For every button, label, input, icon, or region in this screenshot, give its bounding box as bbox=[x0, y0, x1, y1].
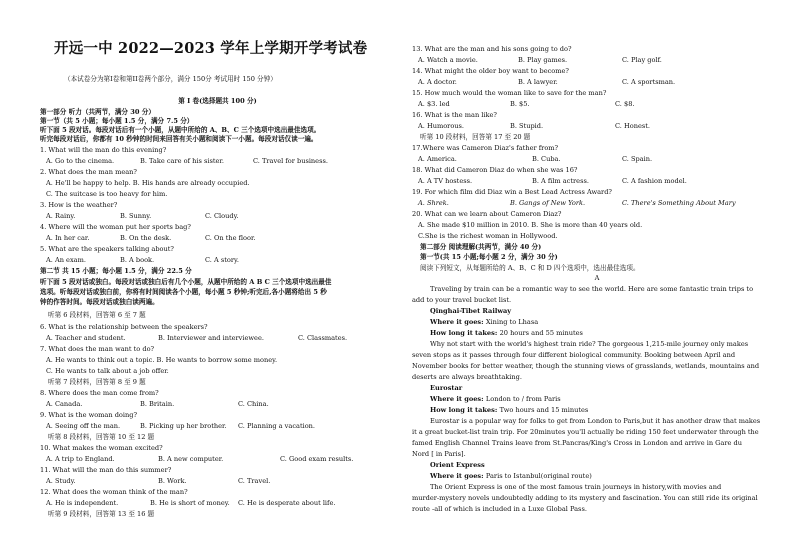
question-7: 7. What does the man want to do? bbox=[40, 345, 155, 353]
question-1: 1. What will the man do this evening? bbox=[40, 146, 167, 154]
option: C. He is desperate about life. bbox=[238, 499, 336, 507]
option: A. He wants to think out a topic. B. He wants to borrow some money. bbox=[46, 356, 278, 364]
part2-heading: 第二部分 阅读理解(共两节，满分 40 分) bbox=[420, 243, 542, 251]
option: A. Rainy. bbox=[46, 212, 76, 220]
option: B. He is short of money. bbox=[150, 499, 230, 507]
option: C. There's Something About Mary bbox=[622, 199, 736, 207]
passage-text: Why not start with the world's highest train ride? The gorgeous 1,215-mile journey only makes bbox=[430, 340, 749, 348]
option: B. Britain. bbox=[140, 400, 175, 408]
option: C. Planning a vacation. bbox=[238, 422, 316, 430]
option: B. Interviewer and interviewee. bbox=[158, 334, 264, 342]
option: C. $8. bbox=[615, 100, 635, 108]
option: A. Humorous. bbox=[418, 122, 465, 130]
question-2: 2. What does the man mean? bbox=[40, 168, 137, 176]
option: A. In her car. bbox=[46, 234, 90, 242]
option: C. Good exam results. bbox=[280, 455, 354, 463]
passage-text: seven stops as it passes through four different biological community. Booking between April and bbox=[412, 351, 736, 359]
route-duration: How long it takes: 20 hours and 55 minutes bbox=[430, 329, 583, 337]
question-5: 5. What are the speakers talking about? bbox=[40, 245, 174, 253]
question-10: 10. What makes the woman excited? bbox=[40, 444, 163, 452]
option: B. Play games. bbox=[518, 56, 568, 64]
route-where: Where it goes: London to / from Paris bbox=[430, 395, 561, 403]
option: A. A trip to England. bbox=[46, 455, 115, 463]
question-15: 15. How much would the woman like to save for the man? bbox=[412, 89, 607, 97]
option: C. Travel. bbox=[238, 477, 271, 485]
passage-text: add to your travel bucket list. bbox=[412, 296, 512, 304]
section1-instruction: 听完每段对话后，你都有 10 秒钟的时间来回答有关小题和阅读下一小题。每段对话仅读一遍。 bbox=[40, 135, 318, 143]
material-note: 听第 8 段材料，回答第 10 至 12 题 bbox=[48, 433, 155, 441]
question-19: 19. For which film did Diaz win a Best Lead Actress Award? bbox=[412, 188, 612, 196]
option: A. Go to the cinema. bbox=[46, 157, 115, 165]
part1-heading: 第一部分 听力（共两节，满分 30 分） bbox=[40, 108, 155, 116]
passage-text: Eurostar is a popular way for folks to get from London to Paris,but it has another draw that makes bbox=[430, 417, 761, 425]
option: C. A story. bbox=[205, 256, 239, 264]
section2-heading: 第二节 共 15 小题；每小题 1.5 分，满分 22.5 分 bbox=[40, 267, 192, 275]
option: B. Stupid. bbox=[510, 122, 544, 130]
passage-text: famed English Channel Trains leave from St.Pancras/King's Cross in London and arrive in Gare du bbox=[412, 439, 742, 447]
section2-instruction: 选项。听每段对话或独白前，你将有时间阅读各个小题，每小题 5 秒钟;听完后,各小题将给出 5 秒 bbox=[40, 288, 327, 296]
section1-heading: 第一节（共 5 小题；每小题 1.5 分，满分 7.5 分） bbox=[40, 117, 194, 125]
question-4: 4. Where will the woman put her sports bag? bbox=[40, 223, 191, 231]
question-12: 12. What does the woman think of the man? bbox=[40, 488, 188, 496]
route-where: Where it goes: Xining to Lhasa bbox=[430, 318, 539, 326]
option: B. A book. bbox=[120, 256, 155, 264]
option: B. A new computer. bbox=[158, 455, 224, 463]
option: A. Teacher and student. bbox=[46, 334, 126, 342]
question-8: 8. Where does the man come from? bbox=[40, 389, 159, 397]
question-18: 18. What did Cameron Diaz do when she was 16? bbox=[412, 166, 578, 174]
passage-text: The Orient Express is one of the most famous train journeys in history,with movies and bbox=[430, 483, 722, 491]
question-17: 17.Where was Cameron Diaz's father from? bbox=[412, 144, 559, 152]
section2-instruction: 钟的作答时间。每段对话或独白读两遍。 bbox=[40, 298, 159, 306]
option: C. Spain. bbox=[622, 155, 653, 163]
section1-instruction: 听下面 5 段对话。每段对话后有一个小题，从题中所给的 A、B、C 三个选项中选出最佳选项。 bbox=[40, 126, 321, 134]
volume-heading: 第 I 卷(选择题共 100 分) bbox=[178, 97, 257, 105]
exam-title: 开远一中 2022—2023 学年上学期开学考试卷 bbox=[54, 40, 368, 57]
material-note: 听第 9 段材料，回答第 13 至 16 题 bbox=[48, 510, 155, 518]
question-3: 3. How is the weather? bbox=[40, 201, 118, 209]
passage-text: Nord [ in Paris]. bbox=[412, 450, 466, 458]
option: B. A film actress. bbox=[532, 177, 589, 185]
passage-label: A bbox=[594, 274, 600, 282]
option: C. Travel for business. bbox=[253, 157, 328, 165]
question-14: 14. What might the older boy want to become? bbox=[412, 67, 569, 75]
option: A. Study. bbox=[46, 477, 76, 485]
route-name: Eurostar bbox=[430, 384, 463, 392]
option: A. A doctor. bbox=[418, 78, 457, 86]
option: A. A TV hostess. bbox=[418, 177, 473, 185]
option: C. On the floor. bbox=[205, 234, 256, 242]
passage-text: November books for better weather, though the stunning views of grasslands, wetlands, mountains and bbox=[412, 362, 760, 370]
option: B. $5. bbox=[510, 100, 530, 108]
option: B. Gangs of New York. bbox=[510, 199, 586, 207]
route-duration: How long it takes: Two hours and 15 minutes bbox=[430, 406, 589, 414]
option: C. Cloudy. bbox=[205, 212, 239, 220]
question-16: 16. What is the man like? bbox=[412, 111, 497, 119]
option: B. Sunny. bbox=[120, 212, 152, 220]
passage-text: murder-mystery novels undoubtedly adding to its mystery and fascination. You can still ride its original bbox=[412, 494, 758, 502]
question-13: 13. What are the man and his sons going to do? bbox=[412, 45, 572, 53]
material-note: 听第 10 段材料，回答第 17 至 20 题 bbox=[420, 133, 531, 141]
option: B. On the desk. bbox=[120, 234, 172, 242]
option: C. He wants to talk about a job offer. bbox=[46, 367, 169, 375]
option: C. A fashion model. bbox=[622, 177, 687, 185]
option: C.She is the richest woman in Hollywood. bbox=[418, 232, 558, 240]
option: A. She made $10 million in 2010. B. She is more than 40 years old. bbox=[418, 221, 643, 229]
option: A. He is independent. bbox=[46, 499, 119, 507]
option: B. Take care of his sister. bbox=[140, 157, 224, 165]
question-20: 20. What can we learn about Cameron Diaz? bbox=[412, 210, 562, 218]
passage-text: it a great bucket-list train trip. For 20minutes you'll actually be riding 150 feet underwater through the bbox=[412, 428, 759, 436]
option: C. China. bbox=[238, 400, 269, 408]
option: C. Classmates. bbox=[298, 334, 348, 342]
option: A. America. bbox=[418, 155, 457, 163]
route-name: Orient Express bbox=[430, 461, 485, 469]
option: B. Work. bbox=[158, 477, 187, 485]
passage-text: deserts are always breathtaking. bbox=[412, 373, 522, 381]
option: B. A lawyer. bbox=[518, 78, 558, 86]
route-name: Qinghai-Tibet Railway bbox=[430, 307, 512, 315]
option: B. Picking up her brother. bbox=[140, 422, 227, 430]
option: A. Canada. bbox=[46, 400, 83, 408]
question-9: 9. What is the woman doing? bbox=[40, 411, 138, 419]
section2-instruction: 听下面 5 段对话或独白。每段对话或独白后有几个小题，从题中所给的 A B C 三个选项中选出最佳 bbox=[40, 278, 332, 286]
option: A. Shrek. bbox=[418, 199, 449, 207]
route-where: Where it goes: Paris to Istanbul(original route) bbox=[430, 472, 592, 480]
question-6: 6. What is the relationship between the speakers? bbox=[40, 323, 208, 331]
passage-text: Traveling by train can be a romantic way to see the world. Here are some fantastic train trips to bbox=[430, 285, 754, 293]
question-11: 11. What will the man do this summer? bbox=[40, 466, 172, 474]
option: A. Seeing off the man. bbox=[46, 422, 121, 430]
option: C. Play golf. bbox=[622, 56, 662, 64]
option: A. An exam. bbox=[46, 256, 86, 264]
part2-instruction: 阅读下列短文，从每题所给的 A、B、C 和 D 四个选项中，选出最佳选项。 bbox=[420, 264, 640, 272]
material-note: 听第 6 段材料，回答第 6 至 7 题 bbox=[48, 311, 146, 319]
option: B. Cuba. bbox=[532, 155, 561, 163]
option: A. He'll be happy to help. B. His hands are already occupied. bbox=[46, 179, 250, 187]
part2-section1-heading: 第一节(共 15 小题;每小题 2 分，满分 30 分) bbox=[420, 253, 558, 261]
option: C. A sportsman. bbox=[622, 78, 676, 86]
exam-subtitle: （本试卷分为第I卷和第II卷两个部分，满分 150分 考试用时 150 分钟） bbox=[64, 75, 277, 83]
option: A. $3. led bbox=[418, 100, 450, 108]
option: A. Watch a movie. bbox=[418, 56, 478, 64]
passage-text: route -all of which is included in a Luxe Global Pass. bbox=[412, 505, 587, 513]
material-note: 听第 7 段材料，回答第 8 至 9 题 bbox=[48, 378, 146, 386]
option: C. Honest. bbox=[615, 122, 651, 130]
option: C. The suitcase is too heavy for him. bbox=[46, 190, 168, 198]
